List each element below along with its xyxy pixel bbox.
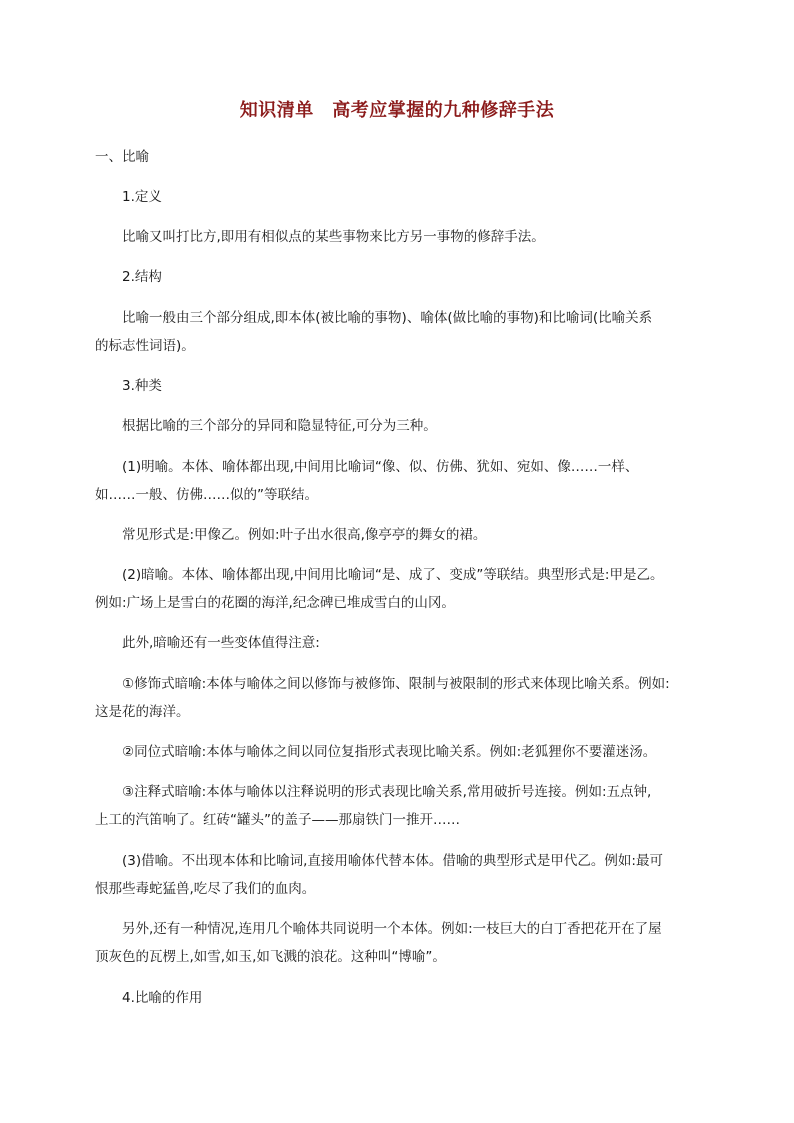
paragraph-line: 如……一般、仿佛……似的”等联结。 (95, 487, 318, 503)
paragraph-line: 此外,暗喻还有一些变体值得注意: (122, 635, 320, 651)
section-heading: 一、比喻 (95, 149, 149, 165)
page-title: 知识清单 高考应掌握的九种修辞手法 (239, 100, 555, 121)
paragraph-line: 的标志性词语)。 (95, 338, 195, 354)
paragraph-line: (3)借喻。不出现本体和比喻词,直接用喻体代替本体。借喻的典型形式是甲代乙。例如:最可 (122, 853, 663, 869)
paragraph-line: ①修饰式暗喻:本体与喻体之间以修饰与被修饰、限制与被限制的形式来体现比喻关系。例如: (122, 676, 670, 692)
paragraph-line: 这是花的海洋。 (95, 704, 190, 720)
subsection-heading: 2.结构 (122, 269, 162, 285)
paragraph-line: (1)明喻。本体、喻体都出现,中间用比喻词“像、似、仿佛、犹如、宛如、像……一样、 (122, 459, 639, 475)
paragraph-line: (2)暗喻。本体、喻体都出现,中间用比喻词“是、成了、变成”等联结。典型形式是:甲是乙。 (122, 567, 664, 583)
subsection-heading: 1.定义 (122, 189, 162, 205)
paragraph-line: 另外,还有一种情况,连用几个喻体共同说明一个本体。例如:一枝巨大的白丁香把花开在了屋 (122, 921, 662, 937)
paragraph-line: 顶灰色的瓦楞上,如雪,如玉,如飞溅的浪花。这种叫“博喻”。 (95, 949, 446, 965)
paragraph-line: 恨那些毒蛇猛兽,吃尽了我们的血肉。 (95, 881, 316, 897)
subsection-heading: 3.种类 (122, 378, 162, 394)
paragraph-line: 比喻一般由三个部分组成,即本体(被比喻的事物)、喻体(做比喻的事物)和比喻词(比喻关系 (122, 310, 653, 326)
subsection-heading: 4.比喻的作用 (122, 990, 203, 1006)
paragraph-line: 常见形式是:甲像乙。例如:叶子出水很高,像亭亭的舞女的裙。 (122, 527, 487, 543)
paragraph-line: 根据比喻的三个部分的异同和隐显特征,可分为三种。 (122, 418, 437, 434)
paragraph-line: 比喻又叫打比方,即用有相似点的某些事物来比方另一事物的修辞手法。 (122, 229, 545, 245)
paragraph-line: ②同位式暗喻:本体与喻体之间以同位复指形式表现比喻关系。例如:老狐狸你不要灌迷汤。 (122, 744, 657, 760)
paragraph-line: 例如:广场上是雪白的花圈的海洋,纪念碑已堆成雪白的山冈。 (95, 595, 455, 611)
paragraph-line: ③注释式暗喻:本体与喻体以注释说明的形式表现比喻关系,常用破折号连接。例如:五点钟, (122, 784, 652, 800)
paragraph-line: 上工的汽笛响了。红砖“罐头”的盖子——那扇铁门一推开…… (95, 812, 460, 828)
